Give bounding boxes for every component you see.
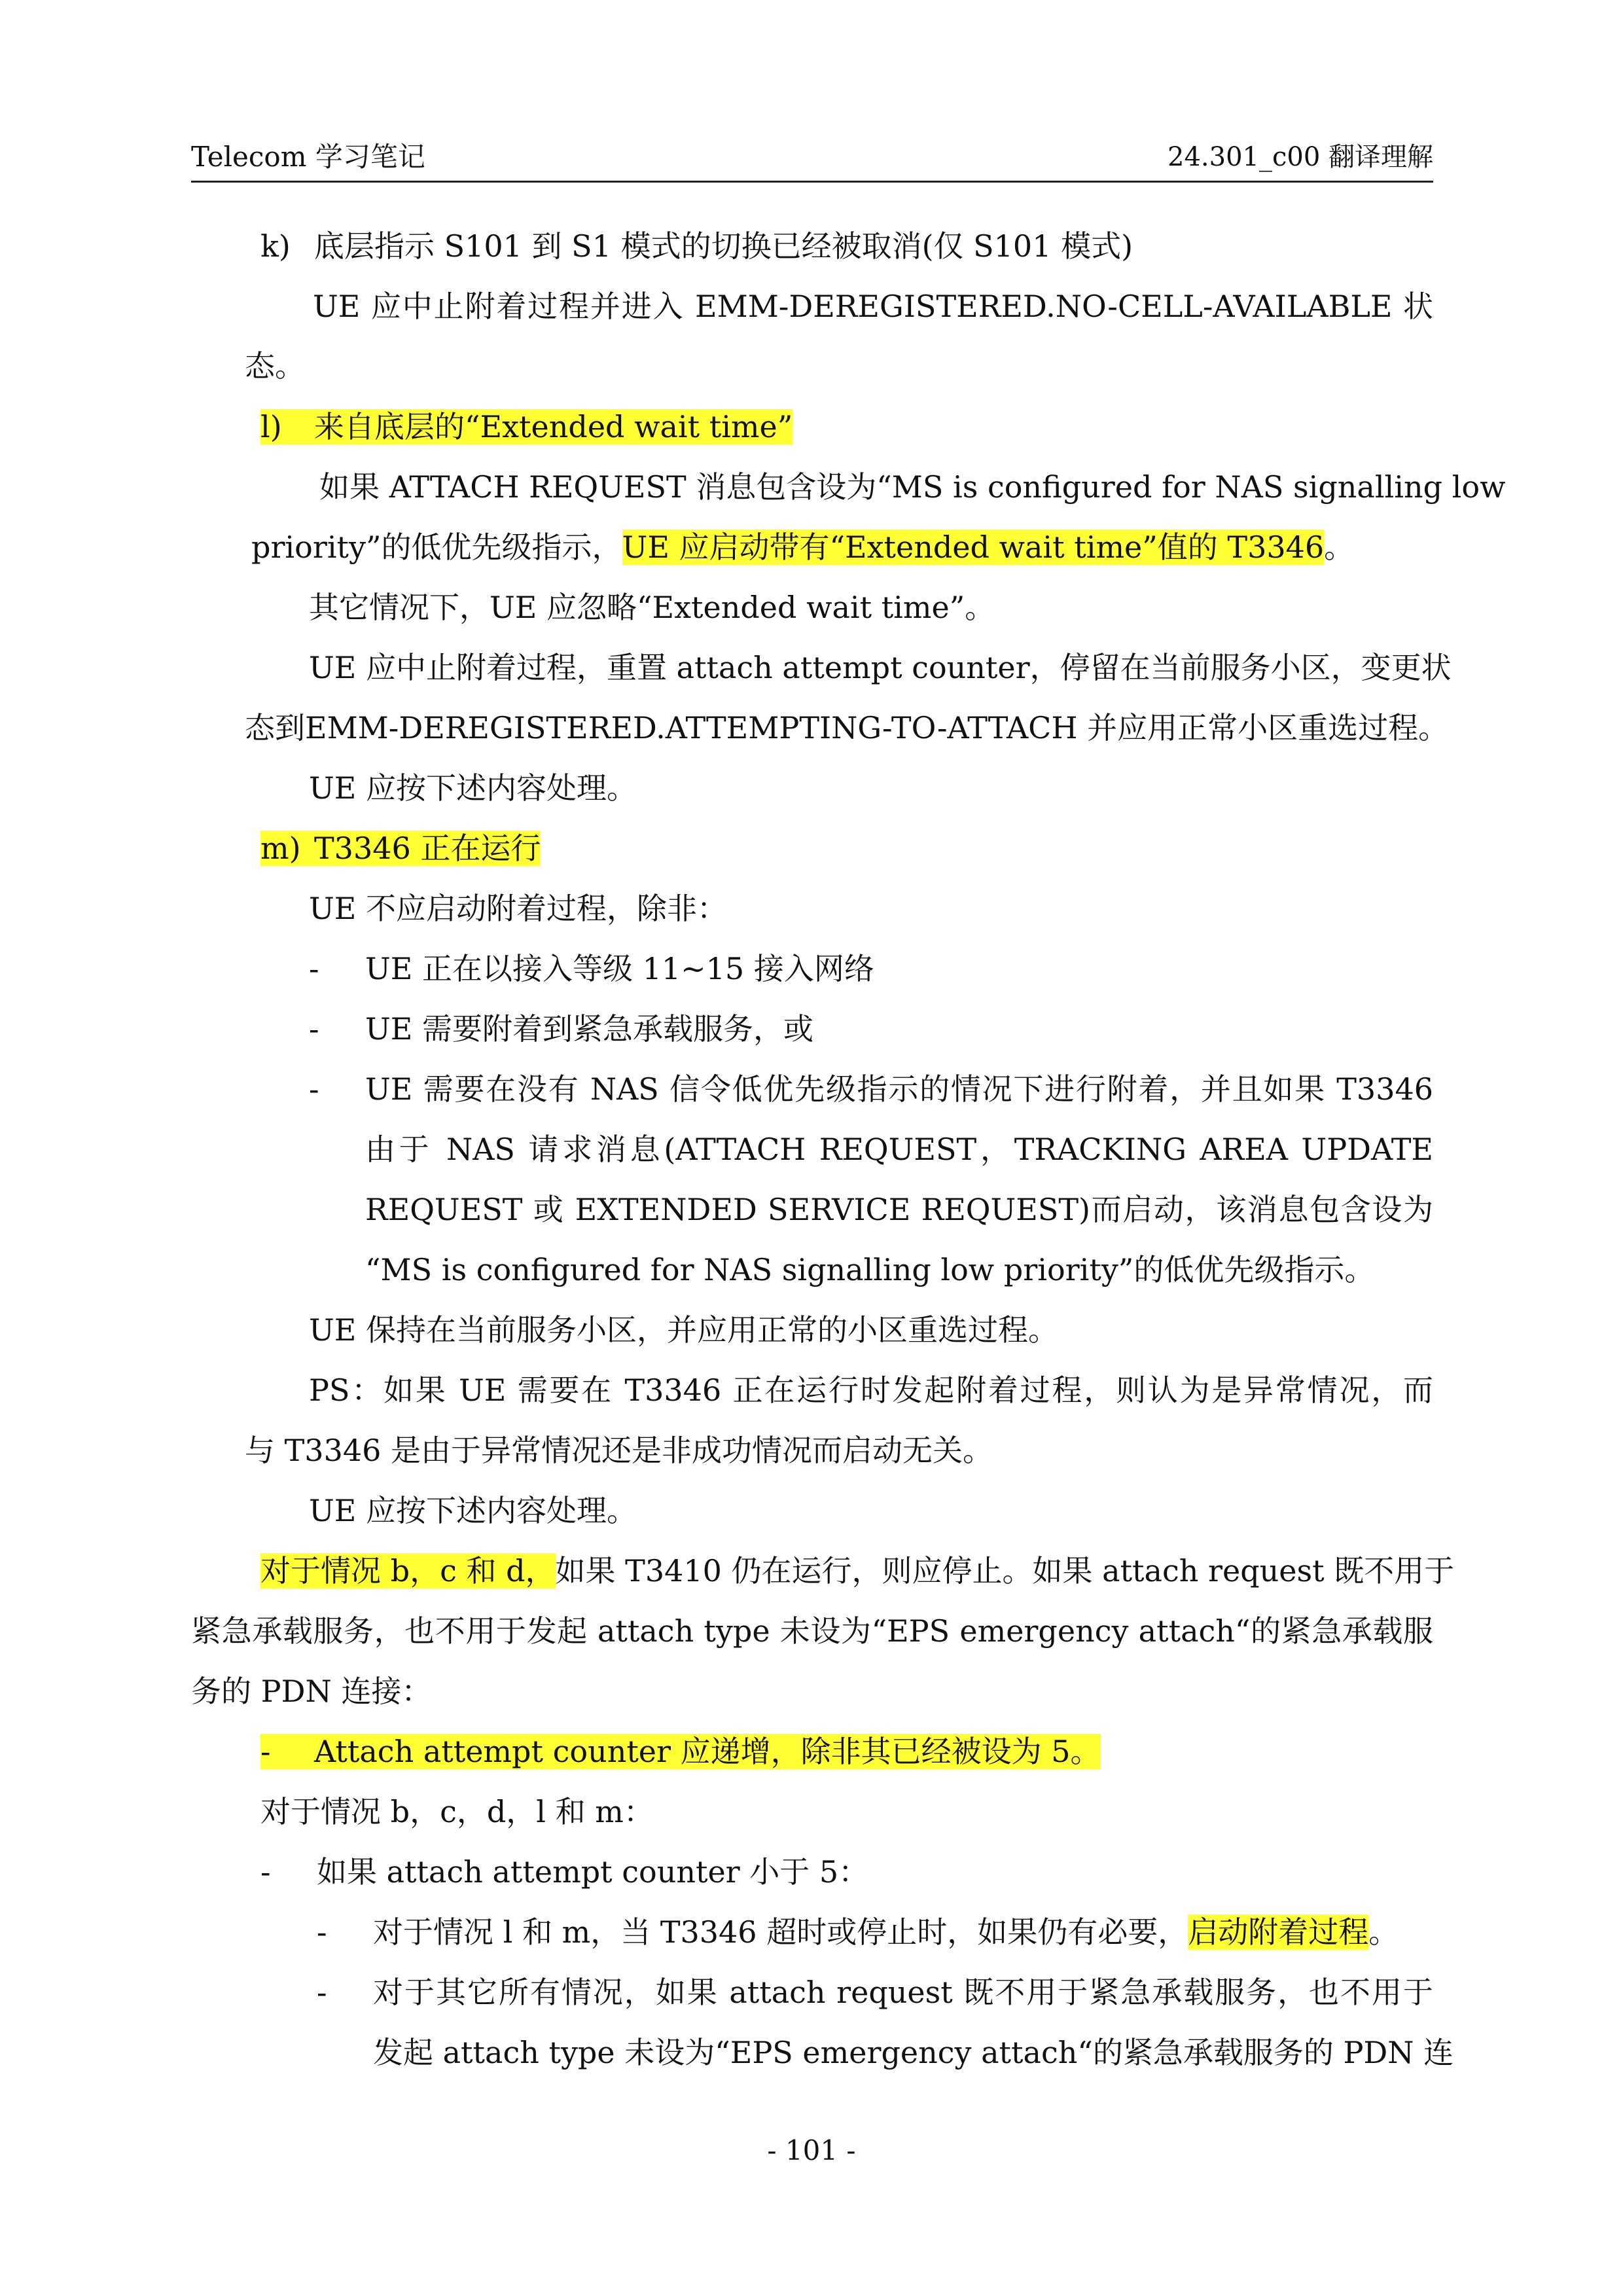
item-m-bullet-2 [309,1008,813,1050]
counter-bullet [260,1851,868,1893]
cases-bcd-line-3: 务的 PDN 连接： [191,1674,432,1709]
item-m-bullet-3-line-1: UE 需要在没有 NAS 信令低优先级指示的情况下进行附着，并且如果 T3346 [365,1071,1433,1107]
item-m-title: T3346 正在运行 [314,831,541,866]
bullet-dash: - [260,1854,271,1890]
item-m-bullet-3-line-2: 由于 NAS 请求消息(ATTACH REQUEST，TRACKING AREA UPDATE [365,1132,1433,1167]
bullet-dash: - [317,1914,327,1950]
bullet-dash: - [309,1011,319,1047]
item-l-heading [260,406,793,448]
cases-bcd-bullet [260,1731,1101,1772]
item-m-bullet-1-text: UE 正在以接入等级 11~15 接入网络 [365,951,874,986]
item-l-text-2 [251,526,1354,568]
item-l-text-2c: 。 [1324,529,1355,565]
item-l-heading-highlight [260,409,793,444]
cases-bcd-line-2: 紧急承载服务，也不用于发起 attach type 未设为“EPS emergency attach“的紧急承载服 [191,1613,1433,1649]
item-m-heading [260,827,541,869]
item-m-text-2: UE 保持在当前服务小区，并应用正常的小区重选过程。 [309,1312,1058,1348]
page-number: - 101 - [767,2134,856,2166]
item-m-bullet-1 [309,948,874,990]
item-m-text-1: UE 不应启动附着过程，除非： [309,891,727,926]
item-l-text-5: 态到EMM-DEREGISTERED.ATTEMPTING-TO-ATTACH 并应用正常小区重选过程。 [245,710,1449,745]
cases-bcd-bullet-highlight [260,1734,1101,1769]
item-m-bullet-2-text: UE 需要附着到紧急承载服务，或 [365,1011,813,1047]
sub-bullet-2-line-2: 发起 attach type 未设为“EPS emergency attach“的紧急承载服务的 PDN 连 [373,2035,1454,2070]
sub-bullet-2-line-1: 对于其它所有情况，如果 attach request 既不用于紧急承载服务，也不用于 [373,1975,1433,2010]
sub-bullet-1-text: 对于情况 l 和 m，当 T3346 超时或停止时，如果仍有必要， [373,1914,1188,1950]
cases-bcd-line-1 [260,1550,1455,1592]
sub-bullet-1-end: 。 [1368,1914,1399,1950]
sub-bullet-1 [317,1911,1399,1953]
item-l-text-1: 如果 ATTACH REQUEST 消息包含设为“MS is configured for NAS signalling low [319,469,1506,505]
header-left-title: Telecom 学习笔记 [191,141,425,173]
item-k-title: 底层指示 S101 到 S1 模式的切换已经被取消(仅 S101 模式) [314,228,1133,264]
item-l-text-4: UE 应中止附着过程，重置 attach attempt counter，停留在当前服务小区，变更状 [309,650,1452,685]
header-right-title: 24.301_c00 翻译理解 [1168,142,1433,172]
ps-note-line-2: 与 T3346 是由于异常情况还是非成功情况而启动无关。 [245,1433,993,1468]
bullet-dash: - [309,951,319,986]
header-divider [191,181,1433,183]
cases-bcd-highlight: 对于情况 b，c 和 d， [260,1553,556,1588]
ps-note-line-1: PS：如果 UE 需要在 T3346 正在运行时发起附着过程，则认为是异常情况，而 [309,1372,1433,1408]
item-m-bullet-3-dash: - [309,1071,319,1107]
cases-bcdlm-heading: 对于情况 b，c，d，l 和 m： [260,1794,654,1829]
item-m-heading-highlight [260,831,541,866]
item-l-text-3: 其它情况下，UE 应忽略“Extended wait time”。 [309,590,995,625]
item-l-text-2-highlight: UE 应启动带有“Extended wait time”值的 T3346 [622,529,1325,565]
item-l-title: 来自底层的“Extended wait time” [314,409,793,444]
sub-bullet-2-dash: - [317,1975,327,2010]
item-m-bullet-3-line-4: “MS is configured for NAS signalling low priority”的低优先级指示。 [365,1252,1375,1287]
item-k-heading [260,225,1133,267]
sub-bullet-1-highlight: 启动附着过程 [1188,1914,1369,1950]
item-m-bullet-3-line-3: REQUEST 或 EXTENDED SERVICE REQUEST)而启动，该消息包含设为 [365,1192,1433,1227]
item-k-text-2: 态。 [245,348,305,384]
item-k-marker: k) [260,228,291,264]
item-m-text-3: UE 应按下述内容处理。 [309,1493,637,1528]
counter-bullet-text: 如果 attach attempt counter 小于 5： [317,1854,869,1890]
item-l-marker: l) [260,409,282,444]
item-l-text-6: UE 应按下述内容处理。 [309,770,637,806]
item-l-text-2a: priority”的低优先级指示， [251,529,622,565]
bullet-dash: - [260,1734,271,1769]
cases-bcd-bullet-text: Attach attempt counter 应递增，除非其已经被设为 5。 [314,1734,1101,1769]
item-m-marker: m) [260,831,301,866]
cases-bcd-text-1: 如果 T3410 仍在运行，则应停止。如果 attach request 既不用于 [555,1553,1455,1588]
item-k-text-1: UE 应中止附着过程并进入 EMM-DEREGISTERED.NO-CELL-AVAILABLE 状 [313,289,1433,324]
